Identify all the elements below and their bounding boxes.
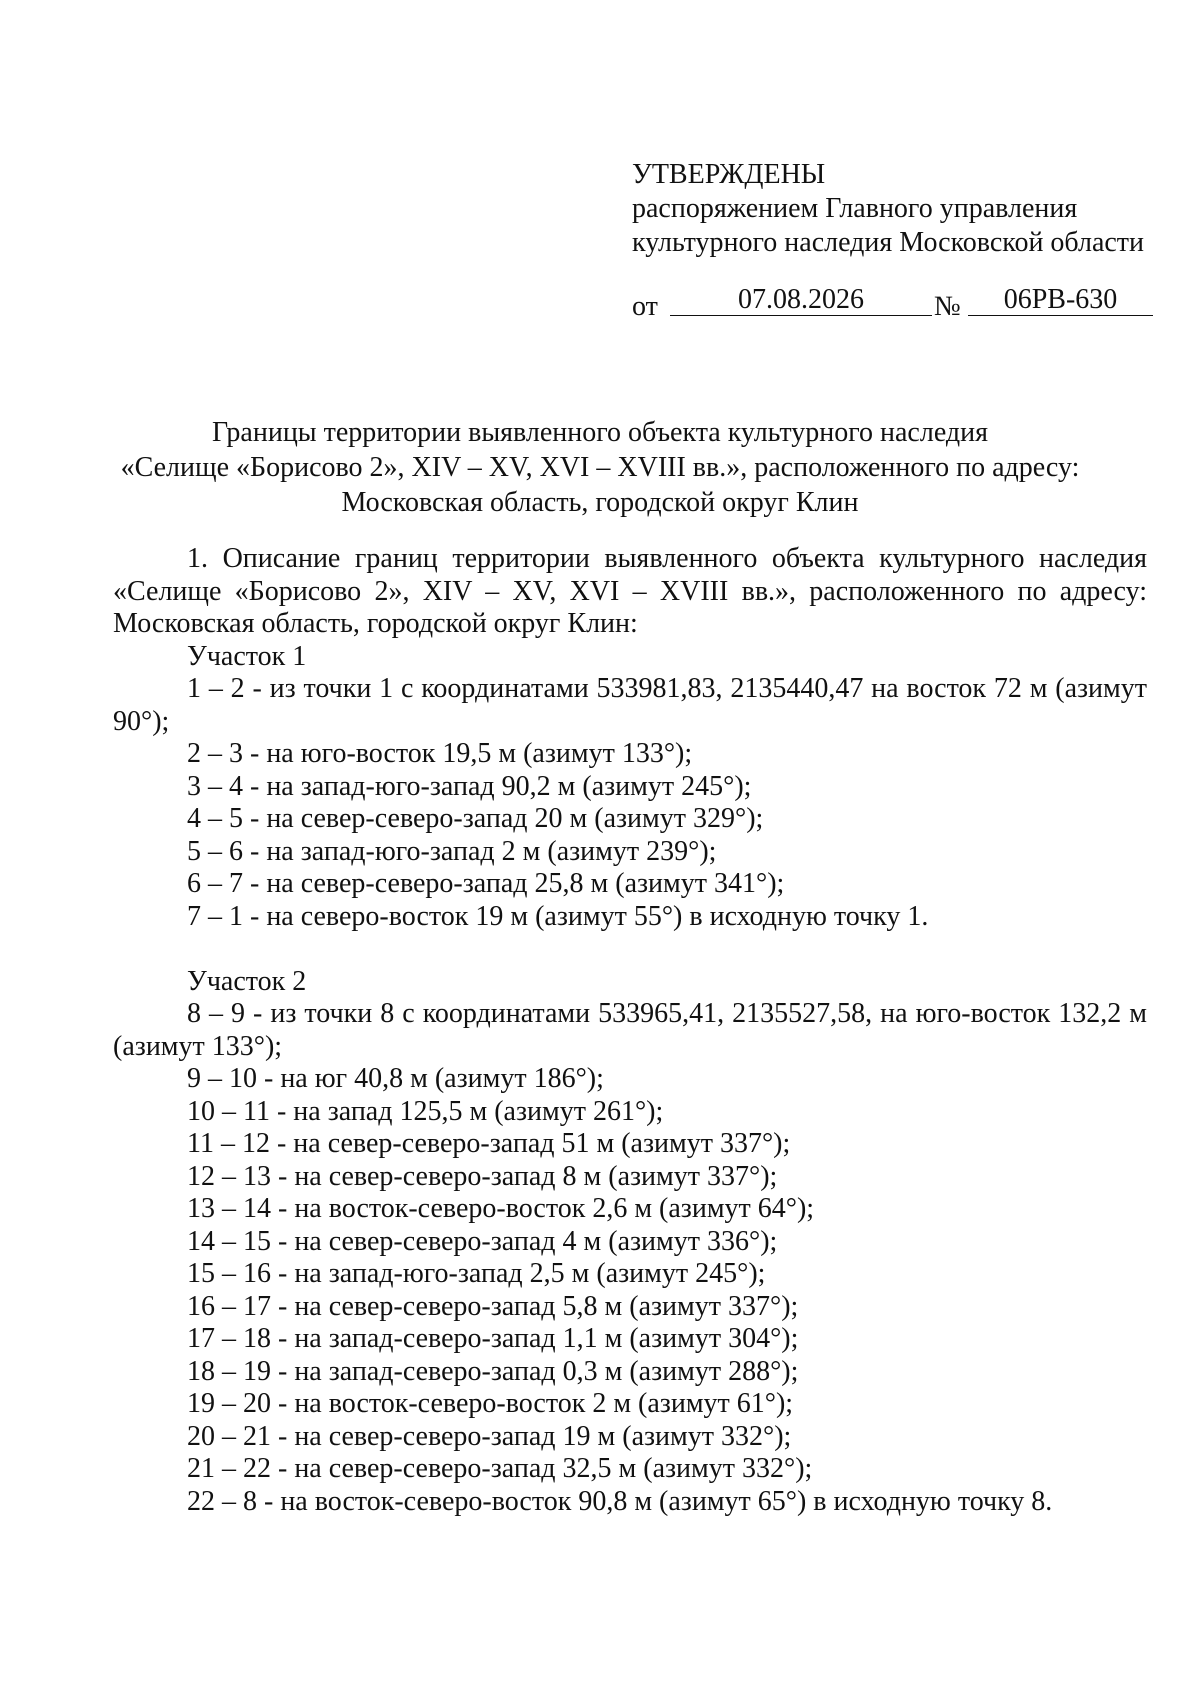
boundary-segment: 16 – 17 - на север-северо-запад 5,8 м (азимут 337°); (187, 1290, 799, 1322)
number-prefix: № (934, 291, 961, 322)
section-gap (113, 933, 1147, 966)
boundary-segment: 18 – 19 - на запад-северо-запад 0,3 м (азимут 288°); (187, 1355, 799, 1387)
approval-authority-line-1: распоряжением Главного управления (632, 193, 1078, 224)
boundary-segment: 22 – 8 - на восток-северо-восток 90,8 м (азимут 65°) в исходную точку 8. (187, 1485, 1053, 1517)
approval-block (632, 158, 1144, 260)
approval-date: 07.08.2026 (670, 285, 932, 316)
boundary-segment: 10 – 11 - на запад 125,5 м (азимут 261°); (187, 1095, 664, 1127)
boundary-segment: 6 – 7 - на север-северо-запад 25,8 м (азимут 341°); (187, 868, 785, 899)
boundary-segment: 5 – 6 - на запад-юго-запад 2 м (азимут 239°); (187, 835, 717, 867)
date-prefix: от (632, 291, 658, 322)
document-title (0, 415, 1200, 520)
boundary-segment: 19 – 20 - на восток-северо-восток 2 м (азимут 61°); (187, 1388, 794, 1419)
intro-paragraph: 1. Описание границ территории выявленного объекта культурного наследия «Селище «Борисово 2», XIV – XV, XVI – XVIII вв.», расположенного по адресу: Московская область, городской округ Клин: (113, 543, 1147, 639)
boundary-segment: 12 – 13 - на север-северо-запад 8 м (азимут 337°); (187, 1160, 778, 1192)
boundary-segment: 13 – 14 - на восток-северо-восток 2,6 м (азимут 64°); (187, 1193, 815, 1224)
boundary-segment: 15 – 16 - на запад-юго-запад 2,5 м (азимут 245°); (187, 1258, 766, 1289)
boundary-segment: 21 – 22 - на север-северо-запад 32,5 м (азимут 332°); (187, 1453, 813, 1484)
boundary-segment: 14 – 15 - на север-северо-запад 4 м (азимут 336°); (187, 1225, 778, 1257)
boundary-segment: 2 – 3 - на юго-восток 19,5 м (азимут 133°); (187, 738, 693, 769)
boundary-segment: 9 – 10 - на юг 40,8 м (азимут 186°); (187, 1063, 604, 1094)
title-line-2: «Селище «Борисово 2», XIV – XV, XVI – XVIII вв.», расположенного по адресу: (120, 452, 1080, 483)
boundary-segment: 11 – 12 - на север-северо-запад 51 м (азимут 337°); (187, 1128, 791, 1159)
boundary-segment: 7 – 1 - на северо-восток 19 м (азимут 55°) в исходную точку 1. (187, 900, 929, 932)
section-heading-2: Участок 2 (187, 965, 307, 997)
boundary-segment-first: 1 – 2 - из точки 1 с координатами 533981,83, 2135440,47 на восток 72 м (азимут 90°); (113, 673, 1147, 737)
section-heading-1: Участок 1 (187, 640, 307, 672)
boundary-segment-first: 8 – 9 - из точки 8 с координатами 533965,41, 2135527,58, на юго-восток 132,2 м (азимут 133°); (113, 998, 1147, 1062)
approval-authority-line-2: культурного наследия Московской области (632, 227, 1145, 258)
approval-heading: УТВЕРЖДЕНЫ (632, 159, 826, 190)
approval-number: 06РВ-630 (968, 285, 1153, 316)
title-line-3: Московская область, городской округ Клин (341, 487, 859, 518)
boundary-segment: 17 – 18 - на запад-северо-запад 1,1 м (азимут 304°); (187, 1323, 799, 1354)
boundary-segment: 4 – 5 - на север-северо-запад 20 м (азимут 329°); (187, 803, 764, 834)
boundary-segment: 3 – 4 - на запад-юго-запад 90,2 м (азимут 245°); (187, 770, 752, 802)
title-line-1: Границы территории выявленного объекта культурного наследия (212, 417, 988, 448)
document-body (113, 543, 1147, 1518)
boundary-segment: 20 – 21 - на север-северо-запад 19 м (азимут 332°); (187, 1420, 792, 1452)
